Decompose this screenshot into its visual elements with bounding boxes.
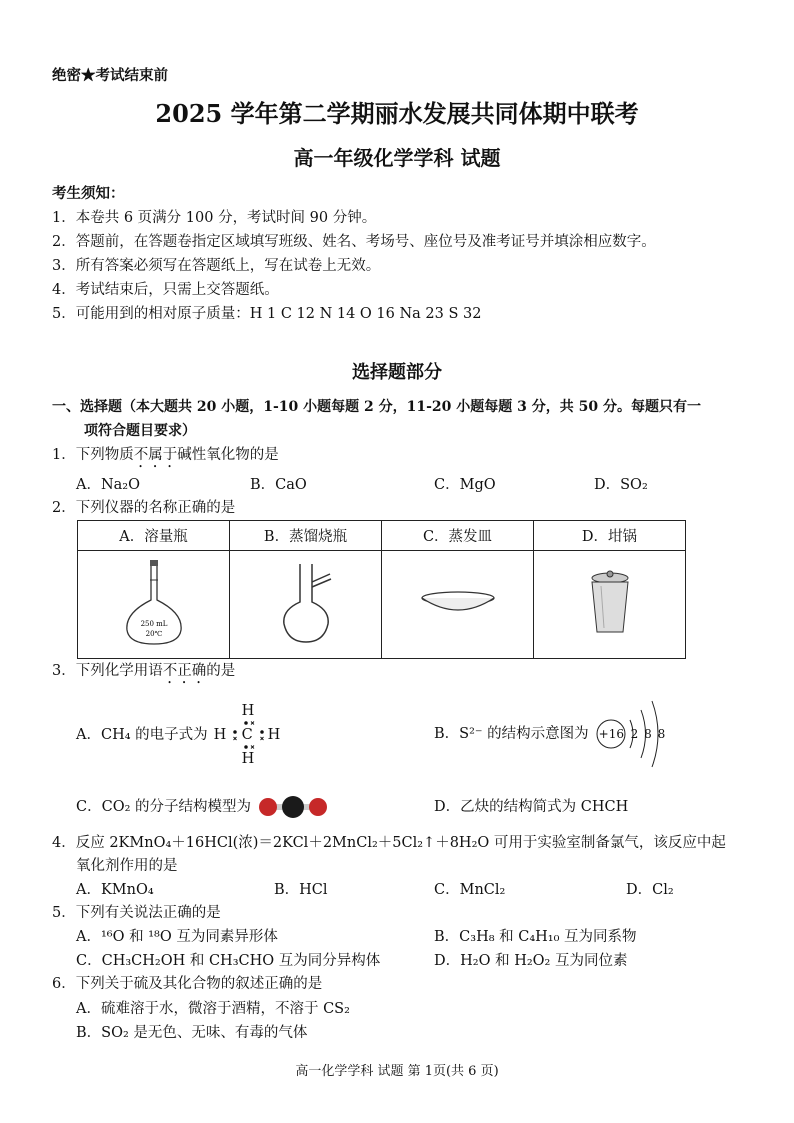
q3-option-a: A．CH₄ 的电子式为 (76, 727, 208, 743)
evaporating-dish-image (382, 551, 534, 659)
notice-item: 3．所有答案必须写在答题纸上，写在试卷上无效。 (52, 258, 381, 274)
s2-ion-structure-diagram (595, 698, 667, 770)
q2-option-b: B．蒸馏烧瓶 (230, 521, 382, 551)
exam-title: 2025 学年第二学期丽水发展共同体期中联考 (155, 99, 639, 128)
exam-subtitle: 高一年级化学学科 试题 (293, 146, 501, 170)
q1-stem (52, 446, 279, 471)
q2-option-a: A．溶量瓶 (78, 521, 230, 551)
crucible-image (534, 551, 686, 659)
section-title: 选择题部分 (352, 362, 442, 383)
q6-option-a: A．硫难溶于水，微溶于酒精，不溶于 CS₂ (76, 1001, 350, 1017)
q5-option-b: B．C₃H₈ 和 C₄H₁₀ 互为同系物 (434, 929, 637, 945)
ch4-electron-formula (214, 702, 280, 768)
q3-stem (52, 662, 235, 687)
q5-option-a: A．¹⁶O 和 ¹⁸O 互为同素异形体 (76, 929, 278, 945)
section-intro: 一、选择题（本大题共 20 小题，1-10 小题每题 2 分，11-20 小题每题 3 分，共 50 分。每题只有一 (52, 399, 701, 415)
q4-option-b: B．HCl (274, 882, 328, 898)
q3-option-b-row (434, 698, 667, 770)
q2-instrument-table (77, 520, 686, 659)
q3-option-d: D．乙炔的结构简式为 CHCH (434, 799, 629, 815)
q1-option-c: C．MgO (434, 477, 496, 493)
notice-item: 1．本卷共 6 页满分 100 分，考试时间 90 分钟。 (52, 210, 377, 226)
q4-option-c: C．MnCl₂ (434, 882, 506, 898)
atom-c: C (241, 727, 253, 743)
notice-item: 4．考试结束后，只需上交答题纸。 (52, 282, 279, 298)
q1-option-d: D．SO₂ (594, 477, 648, 493)
q4-option-a: A．KMnO₄ (76, 882, 154, 898)
q6-option-b: B．SO₂ 是无色、无味、有毒的气体 (76, 1025, 308, 1041)
page-footer: 高一化学学科 试题 第 1页(共 6 页) (295, 1064, 499, 1079)
q4-option-d: D．Cl₂ (626, 882, 674, 898)
electron-shells: 2 8 8 (630, 727, 666, 741)
atom-h: H (241, 751, 255, 767)
q3-option-c: C．CO₂ 的分子结构模型为 (76, 799, 251, 815)
q3-option-a-row (76, 700, 280, 770)
q3-stem-text: 3．下列化学用语 (52, 663, 163, 679)
q1-option-a: A．Na₂O (76, 477, 141, 493)
q3-option-c-row (76, 796, 329, 818)
q4-stem-cont: 氧化剂作用的是 (76, 858, 178, 874)
co2-ball-model (257, 795, 329, 819)
q1-option-b: B．CaO (250, 477, 307, 493)
distillation-flask-image (230, 551, 382, 659)
atom-h: H (267, 727, 281, 743)
q1-stem-text: 1．下列物质 (52, 447, 134, 463)
volumetric-flask-image (78, 551, 230, 659)
q5-option-d: D．H₂O 和 H₂O₂ 互为同位素 (434, 953, 628, 969)
q1-stem-text: 碱性氧化物的是 (177, 447, 279, 463)
flask-label: 20℃ (145, 629, 162, 638)
q2-option-c: C．蒸发皿 (382, 521, 534, 551)
q3-stem-text: 的是 (206, 663, 236, 679)
section-intro-cont: 项符合题目要求） (84, 423, 196, 439)
q3-option-b: B．S²⁻ 的结构示意图为 (434, 726, 589, 742)
q2-option-d: D．坩锅 (534, 521, 686, 551)
secret-label: 绝密★考试结束前 (52, 67, 168, 84)
q5-option-c: C．CH₃CH₂OH 和 CH₃CHO 互为同分异构体 (76, 953, 381, 969)
notice-item: 5．可能用到的相对原子质量：H 1 C 12 N 14 O 16 Na 23 S 32 (52, 306, 482, 322)
q3-emphasis: 不正确 (162, 663, 207, 679)
q5-stem: 5．下列有关说法正确的是 (52, 905, 221, 921)
flask-label: 250 mL (140, 619, 167, 628)
nucleus-charge: +16 (598, 727, 624, 741)
q6-stem: 6．下列关于硫及其化合物的叙述正确的是 (52, 976, 323, 992)
notice-item: 2．答题前，在答题卷指定区域填写班级、姓名、考场号、座位号及准考证号并填涂相应数字。 (52, 234, 656, 250)
electron-pair-dots (214, 702, 280, 768)
q4-stem: 4．反应 2KMnO₄＋16HCl(浓)＝2KCl＋2MnCl₂＋5Cl₂↑＋8H₂O 可用于实验室制备氯气，该反应中起 (52, 835, 726, 851)
q2-stem: 2．下列仪器的名称正确的是 (52, 500, 236, 516)
atom-h: H (241, 703, 255, 719)
notice-heading: 考生须知： (52, 185, 125, 202)
atom-h: H (213, 727, 227, 743)
q1-emphasis: 不属于 (133, 447, 178, 463)
